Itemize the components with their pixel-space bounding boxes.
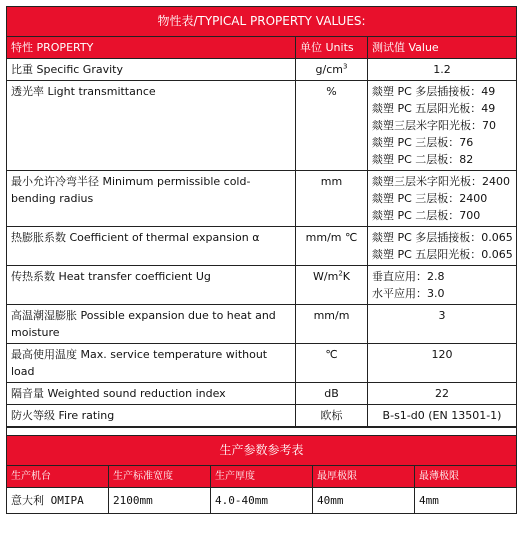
property-table-title: 物性表/TYPICAL PROPERTY VALUES:	[7, 7, 517, 37]
value-line: 燚塑 PC 二层板：700	[372, 209, 481, 222]
unit-main: mm	[320, 175, 343, 188]
header-property: 特性 PROPERTY	[7, 37, 296, 59]
property-value	[368, 405, 517, 427]
production-value: 4mm	[415, 488, 517, 514]
unit-main: ℃	[325, 348, 338, 361]
property-value	[368, 344, 517, 383]
value-line: 燚塑 PC 二层板：82	[372, 153, 474, 166]
property-value	[368, 227, 517, 266]
production-header: 最薄极限	[415, 466, 517, 488]
property-value	[368, 383, 517, 405]
production-table	[6, 427, 517, 514]
property-sheet	[6, 6, 516, 514]
unit-main: %	[326, 85, 337, 98]
value-line: 1.2	[433, 63, 451, 76]
property-name: 热膨胀系数 Coefficient of thermal expansion α	[7, 227, 296, 266]
property-name: 传热系数 Heat transfer coefficient Ug	[7, 266, 296, 305]
unit-main: g/cm	[315, 63, 343, 76]
property-row	[7, 344, 517, 383]
unit-main: mm/m	[313, 309, 350, 322]
unit-superscript: 2	[338, 269, 343, 278]
value-line: 燚塑 PC 三层板：2400	[372, 192, 488, 205]
property-unit	[296, 171, 368, 227]
value-line: 垂直应用：2.8	[372, 270, 445, 283]
header-value: 测试值 Value	[368, 37, 517, 59]
value-line: 燚塑 PC 多层插接板：49	[372, 85, 496, 98]
unit-main: 欧标	[320, 409, 343, 422]
production-value: 2100mm	[109, 488, 211, 514]
value-line: 水平应用：3.0	[372, 287, 445, 300]
property-row	[7, 81, 517, 171]
production-value: 4.0-40mm	[211, 488, 313, 514]
value-line: 燚塑 PC 三层板：76	[372, 136, 474, 149]
property-name: 透光率 Light transmittance	[7, 81, 296, 171]
property-table	[6, 6, 517, 427]
property-unit	[296, 266, 368, 305]
production-header: 生产标准宽度	[109, 466, 211, 488]
production-value: 40mm	[313, 488, 415, 514]
property-unit	[296, 344, 368, 383]
property-table-header	[7, 37, 517, 59]
property-name: 防火等级 Fire rating	[7, 405, 296, 427]
property-unit	[296, 305, 368, 344]
spacer-row	[7, 428, 517, 436]
value-line: 3	[438, 309, 446, 322]
property-value	[368, 171, 517, 227]
unit-main: mm/m ℃	[305, 231, 358, 244]
production-table-title: 生产参数参考表	[7, 436, 517, 466]
production-header-row	[7, 466, 517, 488]
value-line: 120	[431, 348, 453, 361]
value-line: 22	[435, 387, 450, 400]
property-row	[7, 171, 517, 227]
property-name: 高温潮湿膨胀 Possible expansion due to heat and moisture	[7, 305, 296, 344]
value-line: 燚塑 PC 五层阳光板：49	[372, 102, 496, 115]
unit-main: dB	[324, 387, 339, 400]
property-value	[368, 81, 517, 171]
property-name: 比重 Specific Gravity	[7, 59, 296, 81]
production-value-row	[7, 488, 517, 514]
property-unit	[296, 405, 368, 427]
unit-main: W/m	[313, 270, 339, 283]
property-value	[368, 59, 517, 81]
production-header: 最厚极限	[313, 466, 415, 488]
property-unit	[296, 81, 368, 171]
property-row	[7, 305, 517, 344]
property-row	[7, 405, 517, 427]
property-row	[7, 227, 517, 266]
value-line: B-s1-d0 (EN 13501-1)	[382, 409, 502, 422]
property-unit	[296, 59, 368, 81]
property-value	[368, 266, 517, 305]
property-row	[7, 383, 517, 405]
property-unit	[296, 227, 368, 266]
production-value: 意大利 OMIPA	[7, 488, 109, 514]
value-line: 燚塑三层米字阳光板：70	[372, 119, 496, 132]
property-value	[368, 305, 517, 344]
property-row	[7, 266, 517, 305]
property-name: 隔音量 Weighted sound reduction index	[7, 383, 296, 405]
property-unit	[296, 383, 368, 405]
production-header: 生产厚度	[211, 466, 313, 488]
property-name: 最小允许冷弯半径 Minimum permissible cold-bending radius	[7, 171, 296, 227]
production-header: 生产机台	[7, 466, 109, 488]
property-row	[7, 59, 517, 81]
value-line: 燚塑 PC 五层阳光板：0.065	[372, 248, 513, 261]
value-line: 燚塑 PC 多层插接板：0.065	[372, 231, 513, 244]
property-name: 最高使用温度 Max. service temperature without load	[7, 344, 296, 383]
unit-suffix: K	[342, 270, 350, 283]
property-rows	[7, 59, 517, 427]
value-line: 燚塑三层米字阳光板：2400	[372, 175, 510, 188]
unit-superscript: 3	[342, 62, 348, 71]
header-unit: 单位 Units	[296, 37, 368, 59]
